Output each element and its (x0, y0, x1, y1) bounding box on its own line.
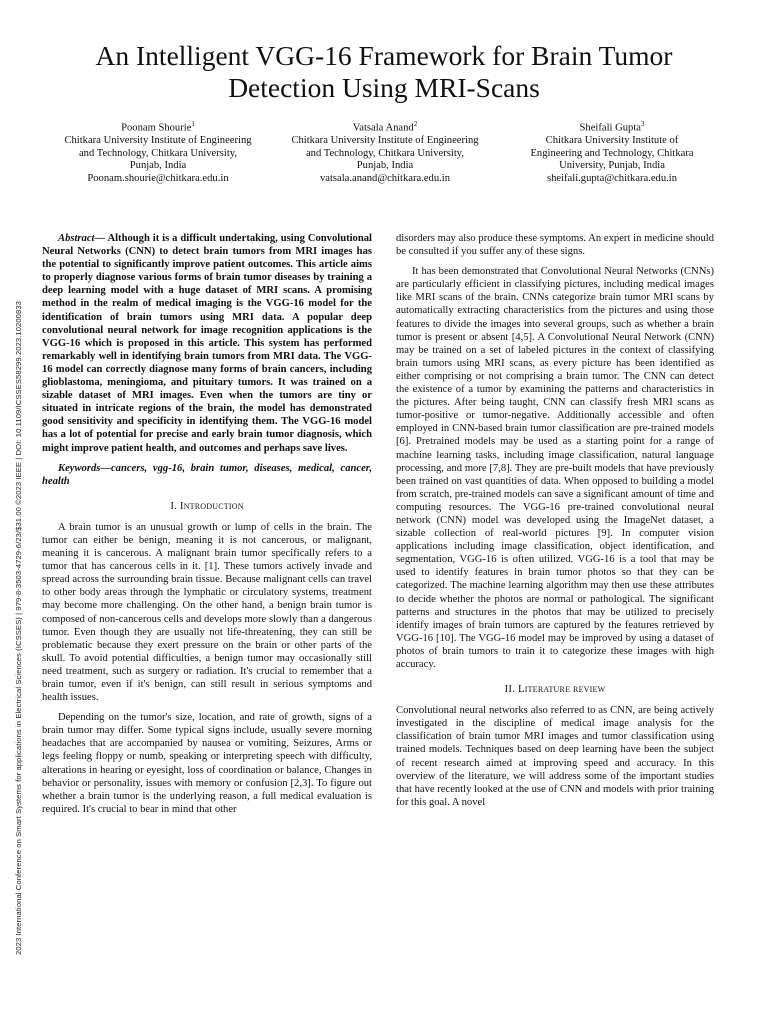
author-affiliation: Engineering and Technology, Chitkara (530, 147, 694, 159)
author-name: Poonam Shourie (121, 122, 192, 134)
abstract (42, 232, 372, 455)
author-1 (45, 118, 271, 185)
author-name: Vatsala Anand (352, 122, 414, 134)
left-column (42, 232, 372, 823)
paragraph: A brain tumor is an unusual growth or lump of cells in the brain. The tumor can either be benign, meaning it is not cancerous, or malignant, meaning it is cancerous. A malignant brain tumor specifically refers to a tumor that has cancerous cells in it. [1]. These tumors actively invade and spread across the surrounding brain tissue. Because malignant cells can travel to other body areas through the lymphatic or circulatory systems, treatment may become more challenging. On the other hand, a benign brain tumor is composed of non-cancerous cells and develops more slowly than a dangerous tumor. Even though they are usually not life-threatening, they can still be problematic because they exert pressure on the brain or other parts of the skull. To avoid potential difficulties, a benign tumor may occasionally still need treatment, such as surgery or radiation. It's crucial to remember that a brain tumor, even if it's benign, can still result in serious symptoms and health issues. (42, 521, 372, 704)
author-affiliation: and Technology, Chitkara University, (305, 147, 465, 159)
author-sup: 1 (191, 120, 195, 128)
paragraph: Convolutional neural networks also referred to as CNN, are being actively investigated in the discipline of medical image analysis for the classification of brain tumor MRI images and tumor classification using trained models. Techniques based on deep learning have been the subject of recent research aimed at improving speed and accuracy. In this overview of the literature, we will address some of the important studies that have recently looked at the use of CNN and models with prior training for this goal. A novel (396, 705, 714, 808)
author-block (45, 118, 725, 185)
author-sup: 3 (641, 120, 645, 128)
abstract-text: Although it is a difficult undertaking, using Convolutional Neural Networks (CNN) to detect brain tumors from MRI images has the potential to significantly improve patient outcomes. This article aims to properly diagnose various forms of brain tumor diseases by training a deep learning model with a huge dataset of MRI scans. A promising method in the realm of medical imaging is the VGG-16 model for the identification of brain tumors using MRI data. A popular deep convolutional neural network for image recognition applications is the VGG-16 which is proposed in this article. This system has performed remarkably well in identifying brain tumors from MRI data. The VGG-16 model can correctly diagnose many forms of brain cancers, including glioblastoma, meningioma, and pituitary tumors. It was trained on a sizable dataset of MRI images. Even when the tumors are tiny or situated in intricate regions of the brain, the model has demonstrated good sensitivity and specificity in identifying them. The VGG-16 model has a lot of potential for precise and early brain tumor diagnosis, which might improve patient health, and outcomes and perhaps save lives. (42, 233, 372, 454)
paper-title: An Intelligent VGG-16 Framework for Brain Tumor Detection Using MRI-Scans (95, 40, 673, 103)
author-affiliation: and Technology, Chitkara University, (78, 147, 238, 159)
author-email: vatsala.anand@chitkara.edu.in (319, 172, 451, 184)
author-affiliation: University, Punjab, India (559, 160, 665, 172)
author-affiliation: Punjab, India (129, 160, 187, 172)
author-affiliation: Chitkara University Institute of Engineering (291, 135, 479, 147)
author-affiliation: Chitkara University Institute of Engineering (64, 135, 252, 147)
abstract-lead: Abstract— (58, 233, 106, 244)
author-email: sheifali.gupta@chitkara.edu.in (546, 172, 678, 184)
author-sup: 2 (413, 120, 418, 128)
author-email: Poonam.shourie@chitkara.edu.in (87, 172, 229, 184)
doi-sidebar (2, 215, 23, 955)
author-3 (499, 118, 725, 185)
section-heading-literature-review: II. Literature review (504, 683, 606, 696)
section-heading-introduction: I. Introduction (170, 499, 244, 512)
right-column (396, 232, 714, 816)
keywords: Keywords—cancers, vgg-16, brain tumor, diseases, medical, cancer, health (42, 462, 372, 487)
author-name: Sheifali Gupta (579, 122, 641, 134)
author-affiliation: Punjab, India (356, 160, 414, 172)
author-2 (272, 118, 498, 185)
paragraph: disorders may also produce these symptoms. An expert in medicine should be consulted if you suffer any of these signs. (396, 233, 714, 258)
doi-sidebar-text: 2023 International Conference on Smart Systems for applications in Electrical Sciences (ICSSES) | 979-8-3503-4729-6/23/$31.00 ©2023 IEEE | DOI: 10.1109/ICSSES58299.2023.10200833 (14, 301, 23, 955)
paragraph: Depending on the tumor's size, location, and rate of growth, signs of a brain tumor may differ. Some typical signs include, usually severe morning headaches that are accompanied by nausea or vomiting, Seizures, Arms or legs feeling floppy or numb, speaking or interpreting speech with difficulty, alterations in hearing or eyesight, loss of coordination or balance, Changes in behavior or personality, issues with memory or confusion [2,3]. To figure out whether a brain tumor is the underlying reason, a full medical evaluation is required. It's crucial to bear in mind that other (42, 712, 372, 815)
paragraph: It has been demonstrated that Convolutional Neural Networks (CNNs) are particularly efficient in classifying pictures, including medical images like MRI scans of the brain. CNNs categorize brain tumor MRI scans by automatically extracting characteristics from the pictures and using those features to divide the images into several groups, such as whether a brain tumor is present or absent [4,5]. A Convolutional Neural Network (CNN) may be trained on a set of labeled pictures in the context of classifying brain tumors using MRI scans, as every picture has been identified as either comprising or not comprising a brain tumor. The CNN can detect the existence of a tumor by examining the patterns and characteristics in the pictures. After being taught, CNN can classify fresh MRI scans as tumor-positive or tumor-negative. Additionally accessible and often employed in CNN-based brain tumor classification are pre-trained models [6]. Pretrained models may be used as a starting point for a range of machine learning tasks, including image classification, natural language processing, and more [7,8]. They are pre-built models that have previously been trained on vast quantities of data. When opposed to building a model from scratch, pre-trained models can save a significant amount of time and computing resources. The VGG-16 pre-trained convolutional neural network (CNN) model was developed using the ImageNet dataset, a sizable collection of real-world pictures [9]. In computer vision applications including image classification, object identification, and segmentation, VGG-16 is often utilized. VGG-16 is a tool that may be used to identify features in brain tumor photos so that they can be categorized. The machine learning algorithm may then use these attributes to decide whether the photos are normal or pathological. The significant patterns and structures in the photos that may be utilized to precisely identify images of brain tumors are captured by the features retrieved by VGG-16 [10]. The VGG-16 model may be improved by using a dataset of photos of brain tumors to train it to categorize these images with high accuracy. (396, 266, 714, 670)
author-affiliation: Chitkara University Institute of (545, 135, 679, 147)
